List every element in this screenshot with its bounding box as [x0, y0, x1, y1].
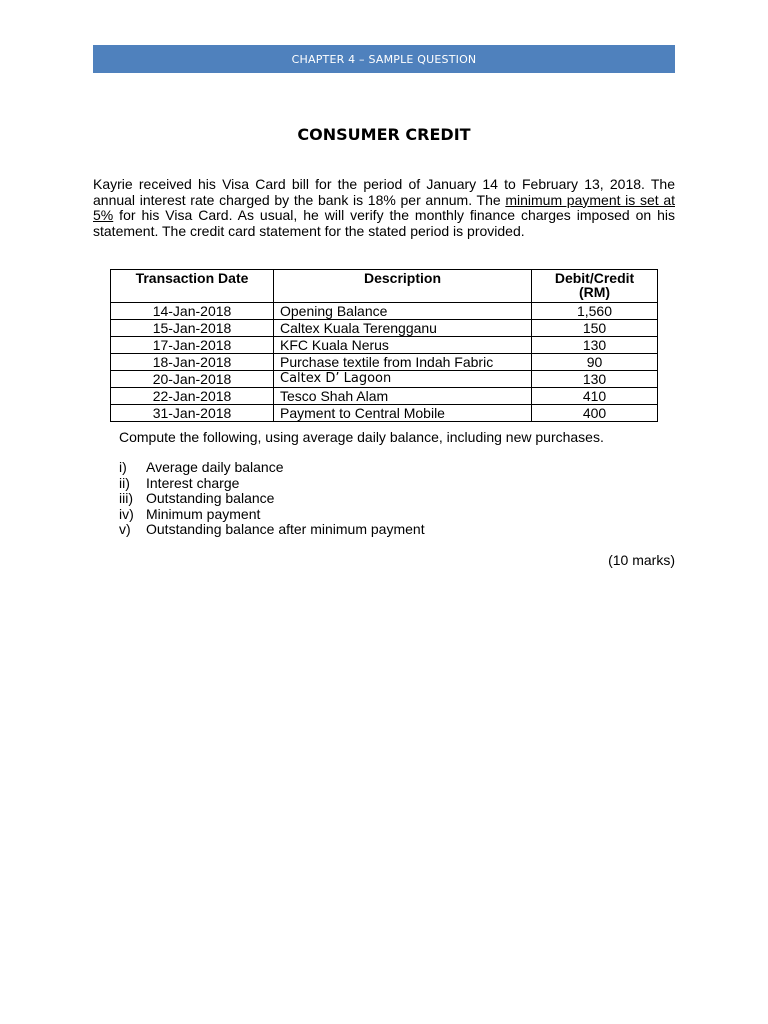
cell-amount: 400: [532, 405, 658, 422]
cell-date: 31-Jan-2018: [111, 405, 274, 422]
table-row: [111, 371, 658, 388]
cell-description: Caltex Kuala Terengganu: [274, 320, 532, 337]
cell-description: Opening Balance: [274, 303, 532, 320]
cell-date: 15-Jan-2018: [111, 320, 274, 337]
compute-instruction: Compute the following, using average daily balance, including new purchases.: [119, 429, 604, 445]
chapter-header-bar: [93, 45, 675, 73]
question-number: iii): [119, 490, 133, 506]
cell-description: Caltex D’ Lagoon: [274, 371, 532, 388]
table-row: [111, 354, 658, 371]
table-row: [111, 303, 658, 320]
question-text: Interest charge: [146, 474, 240, 491]
marks-label: (10 marks): [608, 552, 675, 568]
header-description: Description: [274, 270, 532, 303]
cell-date: 20-Jan-2018: [111, 371, 274, 388]
table-row: [111, 388, 658, 405]
table-row: [111, 405, 658, 422]
cell-description: Purchase textile from Indah Fabric: [274, 354, 532, 371]
table-header-row: [111, 270, 658, 303]
question-text: Outstanding balance: [146, 490, 275, 506]
cell-description: KFC Kuala Nerus: [274, 337, 532, 354]
chapter-header-label: CHAPTER 4 – SAMPLE QUESTION: [291, 52, 477, 66]
question-number: v): [119, 521, 131, 537]
cell-date: 14-Jan-2018: [111, 303, 274, 320]
table-row: [111, 320, 658, 337]
cell-date: 22-Jan-2018: [111, 388, 274, 405]
question-number: ii): [119, 474, 130, 491]
question-number: i): [119, 459, 127, 475]
question-text: Average daily balance: [146, 459, 284, 475]
cell-description: Payment to Central Mobile: [274, 405, 532, 422]
header-debit-credit: Debit/Credit (RM): [532, 270, 658, 303]
cell-date: 17-Jan-2018: [111, 337, 274, 354]
page-title: CONSUMER CREDIT: [297, 125, 471, 144]
cell-description: Tesco Shah Alam: [274, 388, 532, 405]
table-row: [111, 337, 658, 354]
question-text: Outstanding balance after minimum payment: [146, 521, 425, 537]
header-transaction-date: Transaction Date: [111, 270, 274, 303]
transaction-table: [110, 269, 658, 422]
question-list: [119, 460, 425, 538]
list-item: [119, 491, 425, 507]
cell-amount: 1,560: [532, 303, 658, 320]
list-item: [119, 507, 425, 523]
intro-text-part1: Kayrie received his Visa Card bill for the period of January 14 to February 13, 2018. The annual interest rate charged by the bank is 18% per annum. The: [93, 176, 675, 208]
cell-amount: 90: [532, 354, 658, 371]
list-item: [119, 476, 425, 492]
cell-date: 18-Jan-2018: [111, 354, 274, 371]
cell-amount: 130: [532, 337, 658, 354]
cell-amount: 130: [532, 371, 658, 388]
intro-text-part2: for his Visa Card. As usual, he will verify the monthly finance charges imposed on his statement. The credit card statement for the stated period is provided.: [93, 207, 675, 239]
cell-amount: 150: [532, 320, 658, 337]
intro-paragraph: [93, 177, 675, 239]
question-number: iv): [119, 505, 134, 522]
cell-amount: 410: [532, 388, 658, 405]
list-item: [119, 522, 425, 538]
question-text: Minimum payment: [146, 505, 261, 522]
intro-underlined-text: minimum payment is set at 5%: [93, 191, 675, 223]
list-item: [119, 460, 425, 476]
